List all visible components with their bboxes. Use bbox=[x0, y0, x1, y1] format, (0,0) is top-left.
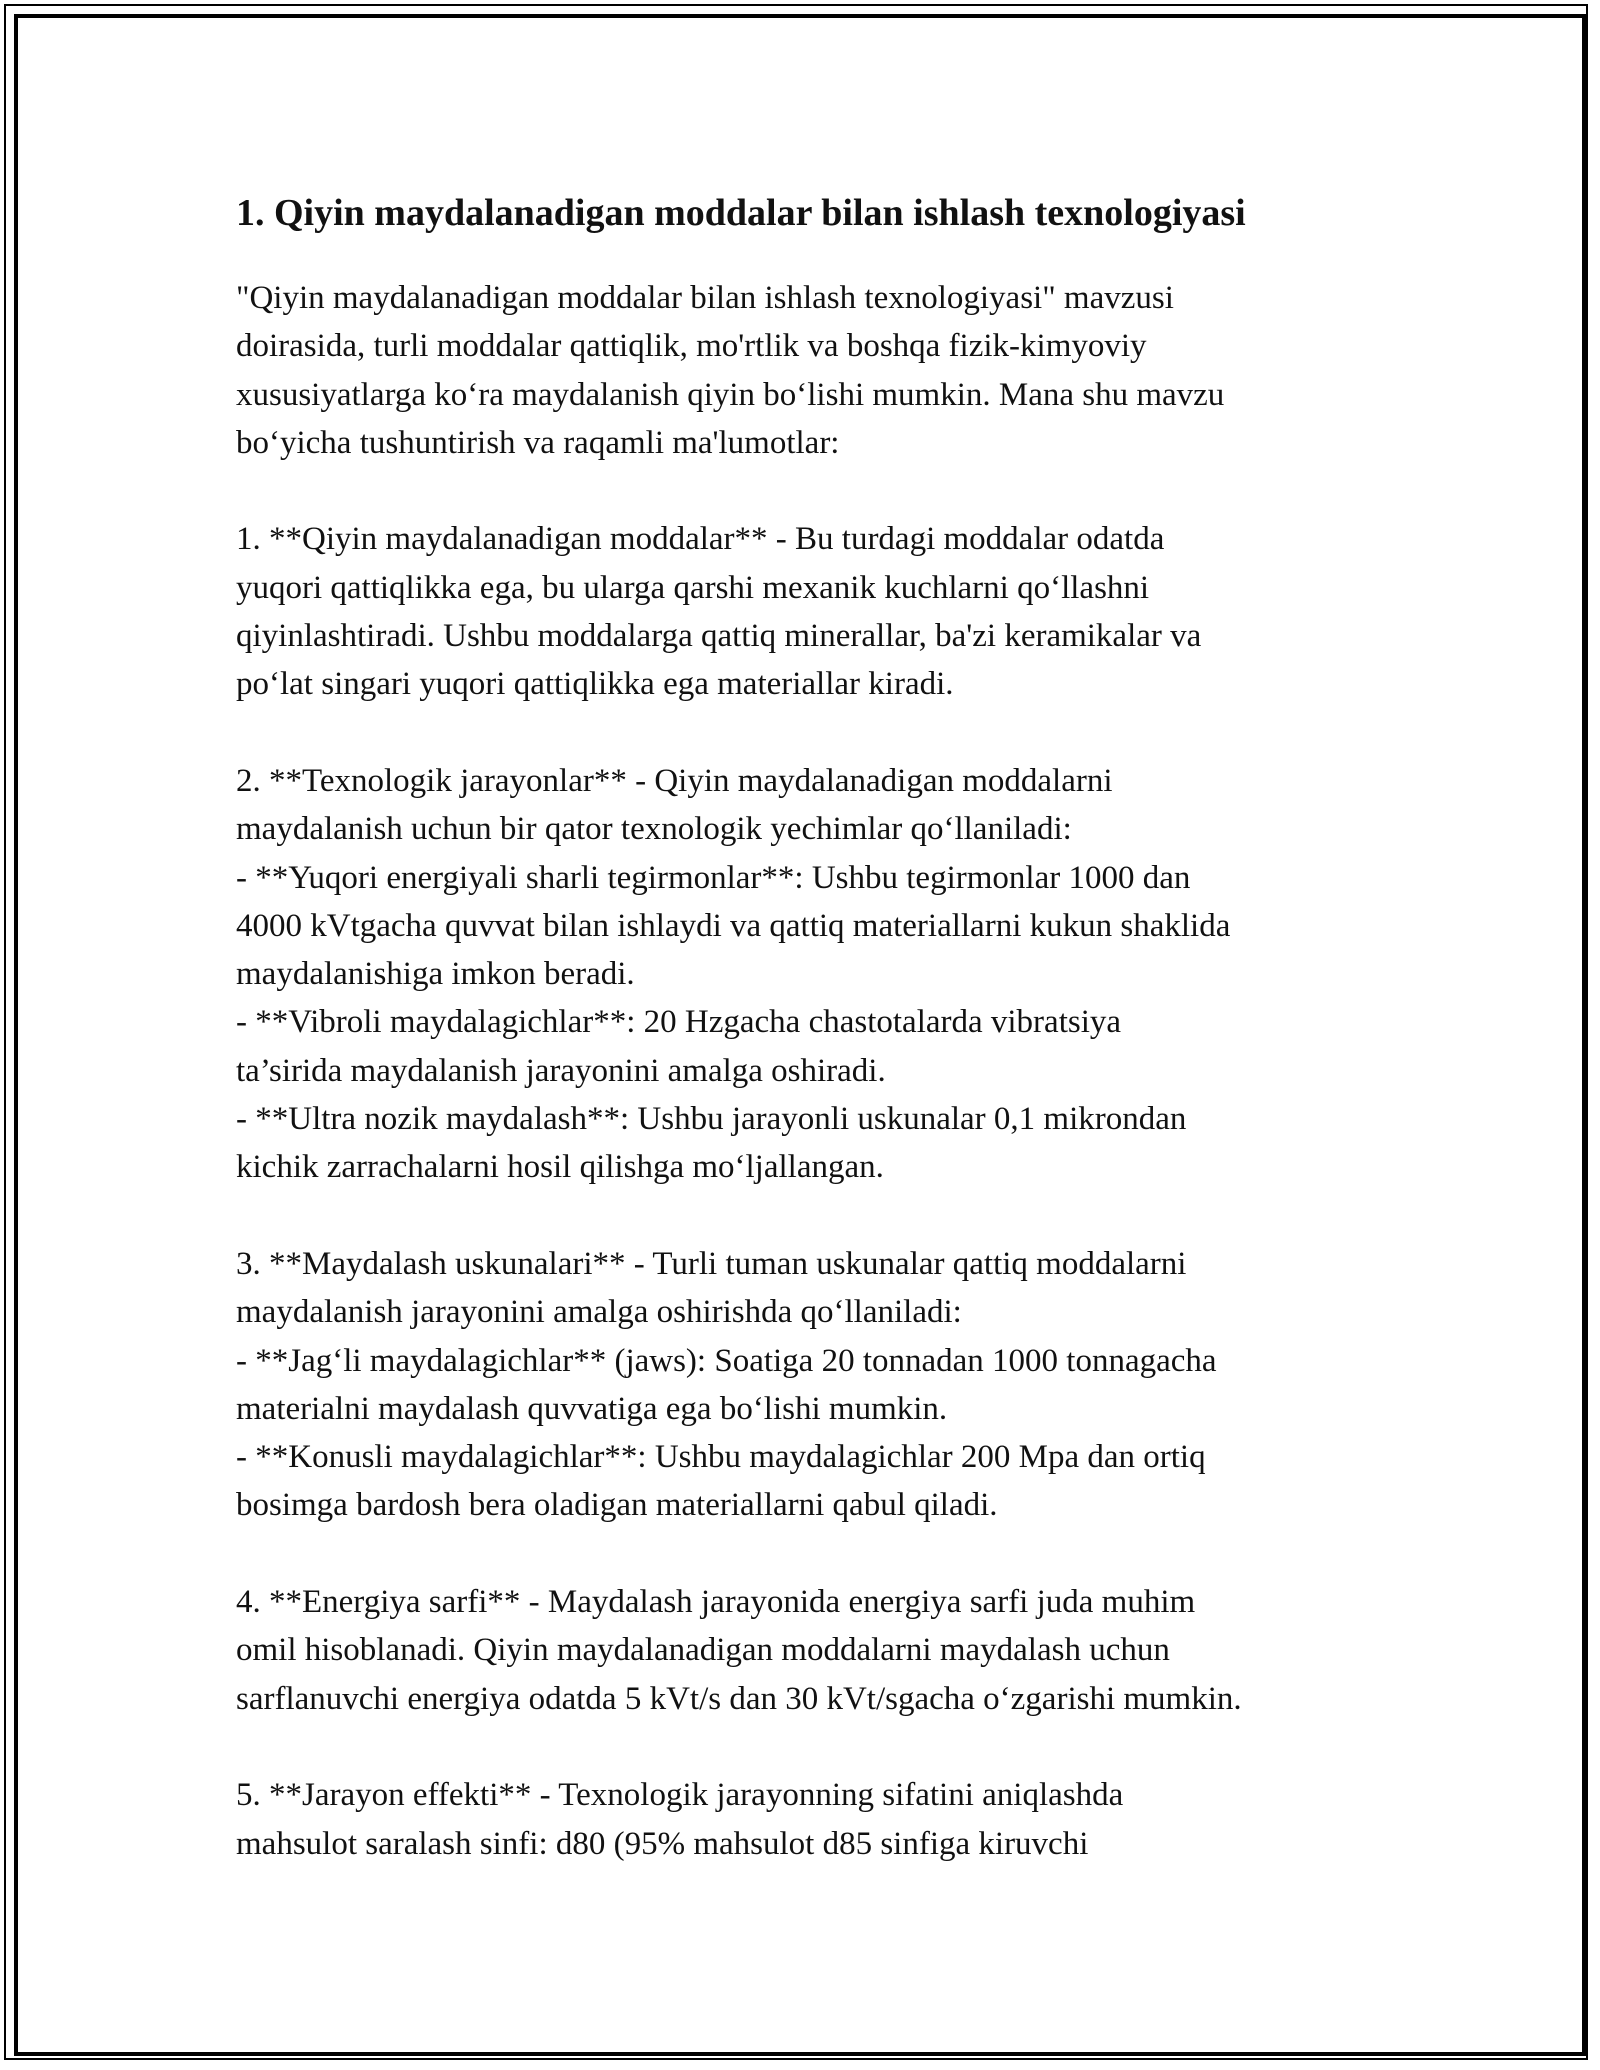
paragraph-spacer bbox=[236, 467, 1366, 515]
section-2-paragraph: 2. **Texnologik jarayonlar** - Qiyin maydalanadigan moddalarni maydalanish uchun bir qator texnologik yechimlar qo‘llaniladi: - **Yuqori energiyali sharli tegirmonlar**: Ushbu tegirmonlar 1000 dan 4000 kVtgacha quvvat bilan ishlaydi va qattiq materiallarni kukun shaklida maydalanishiga imkon beradi. - **Vibroli maydalagichlar**: 20 Hzgacha chastotalarda vibratsiya ta’sirida maydalanish jarayonini amalga oshiradi. - **Ultra nozik maydalash**: Ushbu jarayonli uskunalar 0,1 mikrondan kichik zarrachalarni hosil qilishga mo‘ljallangan. bbox=[236, 762, 1231, 1186]
paragraph-spacer bbox=[236, 1723, 1366, 1771]
intro-paragraph: "Qiyin maydalanadigan moddalar bilan ishlash texnologiyasi" mavzusi doirasida, turli moddalar qattiqlik, mo'rtlik va boshqa fizik-kimyoviy xususiyatlarga ko‘ra maydalanish qiyin bo‘lishi mumkin. Mana shu mavzu bo‘yicha tushuntirish va raqamli ma'lumotlar: bbox=[236, 280, 1225, 461]
paragraph-spacer bbox=[236, 709, 1366, 757]
section-1-paragraph: 1. **Qiyin maydalanadigan moddalar** - Bu turdagi moddalar odatda yuqori qattiqlikka ega, bu ularga qarshi mexanik kuchlarni qo‘llashni qiyinlashtiradi. Ushbu moddalarga qattiq minerallar, ba'zi keramikalar va po‘lat singari yuqori qattiqlikka ega materiallar kiradi. bbox=[236, 521, 1202, 703]
section-5-paragraph: 5. **Jarayon effekti** - Texnologik jarayonning sifatini aniqlashda mahsulot saralash sinfi: d80 (95% mahsulot d85 sinfiga kiruvchi bbox=[236, 1777, 1124, 1862]
section-3-paragraph: 3. **Maydalash uskunalari** - Turli tuman uskunalar qattiq moddalarni maydalanish jarayonini amalga oshirishda qo‘llaniladi: - **Jag‘li maydalagichlar** (jaws): Soatiga 20 tonnadan 1000 tonnagacha materialni maydalash quvvatiga ega bo‘lishi mumkin. - **Konusli maydalagichlar**: Ushbu maydalagichlar 200 Mpa dan ortiq bosimga bardosh bera oladigan materiallarni qabul qiladi. bbox=[236, 1245, 1217, 1524]
section-4-paragraph: 4. **Energiya sarfi** - Maydalash jarayonida energiya sarfi juda muhim omil hisoblanadi. Qiyin maydalanadigan moddalarni maydalash uchun sarflanuvchi energiya odatda 5 kVt/s dan 30 kVt/sgacha o‘zgarishi mumkin. bbox=[236, 1584, 1242, 1717]
paragraph-spacer bbox=[236, 1530, 1366, 1578]
document-title: 1. Qiyin maydalanadigan moddalar bilan ishlash texnologiyasi bbox=[236, 192, 1246, 234]
document-body bbox=[236, 188, 1366, 1868]
paragraph-spacer bbox=[236, 1192, 1366, 1240]
